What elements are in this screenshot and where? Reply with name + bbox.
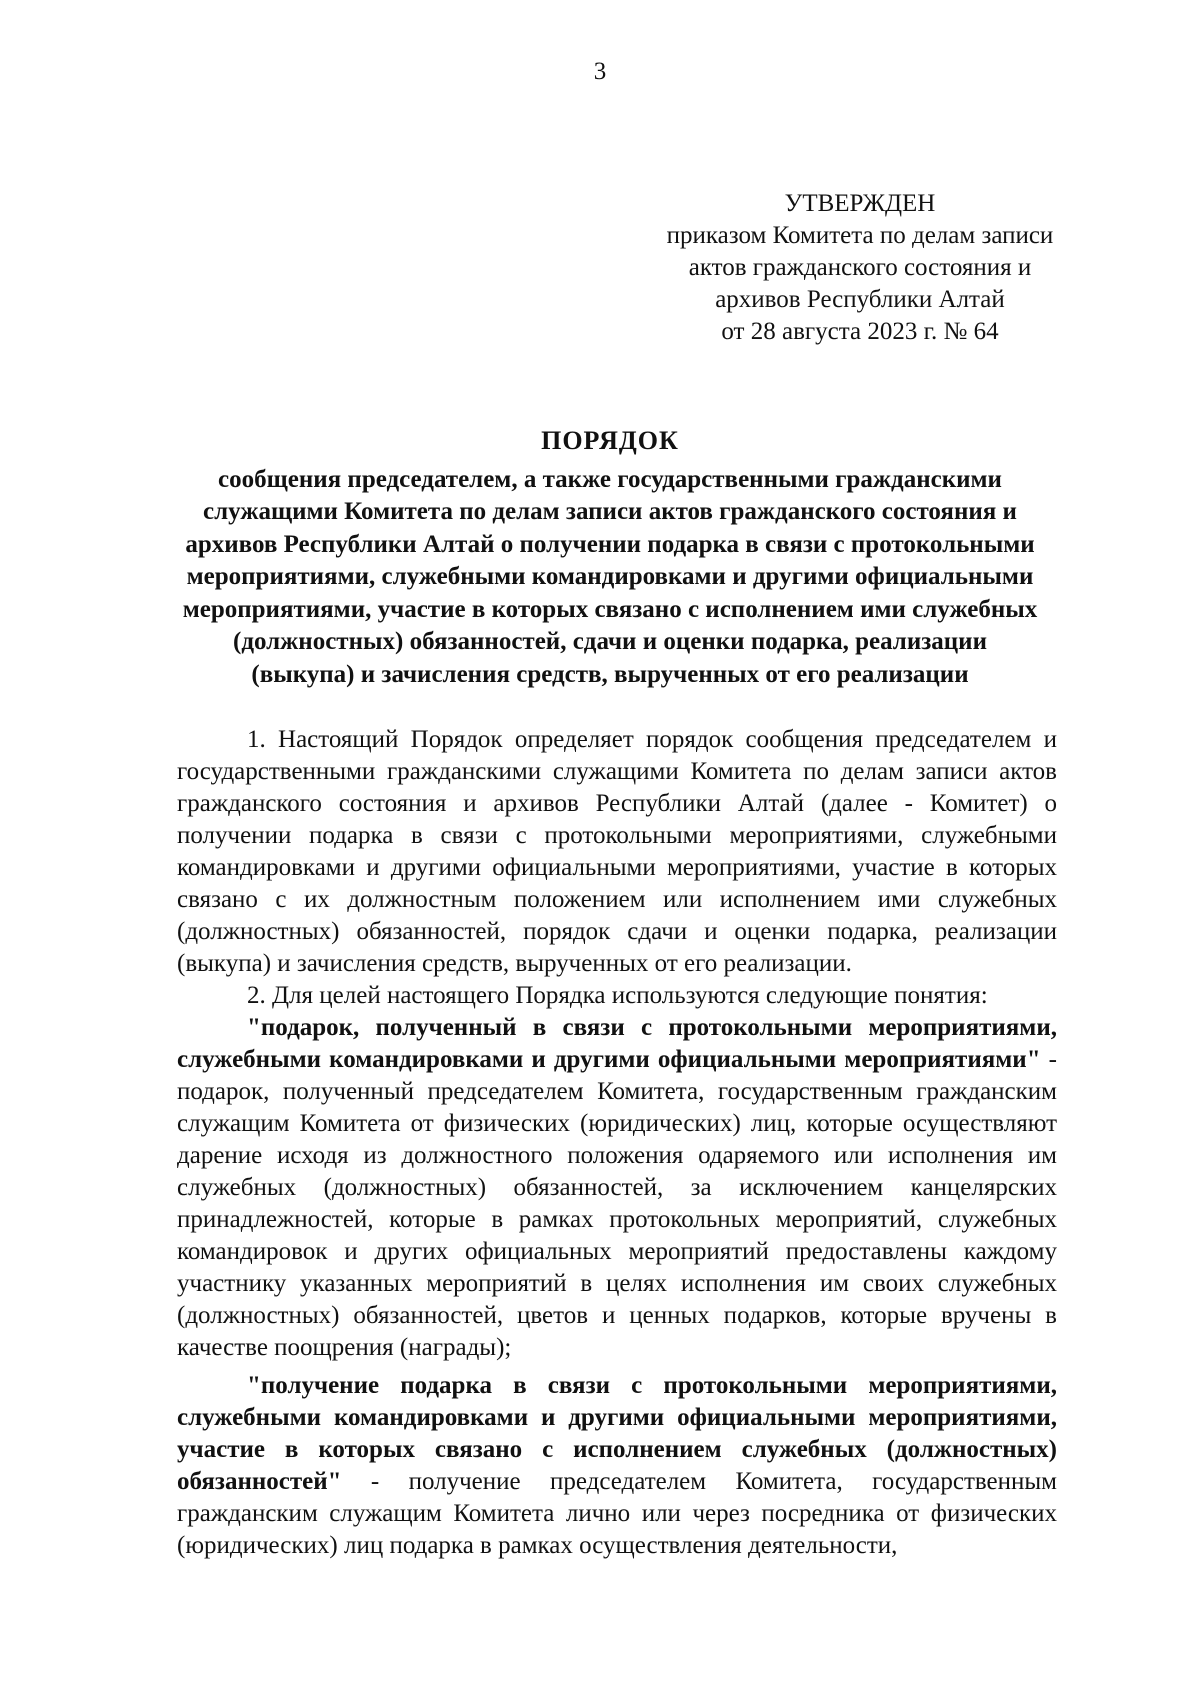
document-title bbox=[170, 425, 1050, 691]
approval-stamp bbox=[640, 188, 1080, 348]
title-line: мероприятиями, служебными командировками и другими официальными bbox=[186, 563, 1034, 590]
title-line: архивов Республики Алтай о получении подарка в связи с протокольными bbox=[185, 530, 1035, 558]
approval-line: актов гражданского состояния и bbox=[688, 254, 1032, 281]
document-body bbox=[177, 724, 1057, 1562]
title-line: мероприятиями, участие в которых связано с исполнением ими служебных bbox=[182, 595, 1038, 623]
title-line: сообщения председателем, а также государственными гражданскими bbox=[218, 465, 1002, 493]
approval-date-number: от 28 августа 2023 г. № 64 bbox=[721, 318, 999, 345]
title-line: (выкупа) и зачисления средств, вырученных от его реализации bbox=[251, 660, 969, 688]
approval-line: архивов Республики Алтай bbox=[715, 286, 1005, 313]
title-line: (должностных) обязанностей, сдачи и оценки подарка, реализации bbox=[233, 628, 987, 655]
definition-receiving-gift bbox=[177, 1370, 1057, 1562]
document-heading: ПОРЯДОК bbox=[541, 426, 679, 455]
term-receiving-gift: "получение подарка в связи с протокольными мероприятиями, служебными командировками и другими официальными мероприятиями, участие в которых связано с исполнением служебных (должностных) обязанностей" bbox=[177, 1372, 1057, 1495]
paragraph-2: 2. Для целей настоящего Порядка используются следующие понятия: bbox=[247, 982, 988, 1009]
approval-title: УТВЕРЖДЕН bbox=[784, 190, 936, 217]
term-gift: "подарок, полученный в связи с протокольными мероприятиями, служебными командировками и другими официальными мероприятиями" bbox=[177, 1014, 1057, 1073]
title-line: служащими Комитета по делам записи актов гражданского состояния и bbox=[203, 498, 1017, 525]
definition-gift-text: - подарок, полученный председателем Комитета, государственным гражданским служащим Комитета от физических (юридических) лиц, которые осуществляют дарение исходя из должностного положения одаряемого или исполнения им служебных (должностных) обязанностей, за исключением канцелярских принадлежностей, которые в рамках протокольных мероприятий, служебных командировок и других официальных мероприятий предоставлены каждому участнику указанных мероприятий в целях исполнения им своих служебных (должностных) обязанностей, цветов и ценных подарков, которые вручены в качестве поощрения (награды); bbox=[177, 1046, 1057, 1361]
paragraph-1: 1. Настоящий Порядок определяет порядок сообщения председателем и государственными гражданскими служащими Комитета по делам записи актов гражданского состояния и архивов Республики Алтай (далее - Комитет) о получении подарка в связи с протокольными мероприятиями, служебными командировками и другими официальными мероприятиями, участие в которых связано с их должностным положением или исполнением ими служебных (должностных) обязанностей, порядок сдачи и оценки подарка, реализации (выкупа) и зачисления средств, вырученных от его реализации. bbox=[177, 726, 1057, 977]
approval-line: приказом Комитета по делам записи bbox=[666, 222, 1054, 249]
definition-receiving-gift-text: - получение председателем Комитета, государственным гражданским служащим Комитета лично или через посредника от физических (юридических) лиц подарка в рамках осуществления деятельности, bbox=[177, 1468, 1057, 1559]
page-number: 3 bbox=[593, 58, 607, 85]
definition-gift bbox=[177, 1012, 1057, 1364]
